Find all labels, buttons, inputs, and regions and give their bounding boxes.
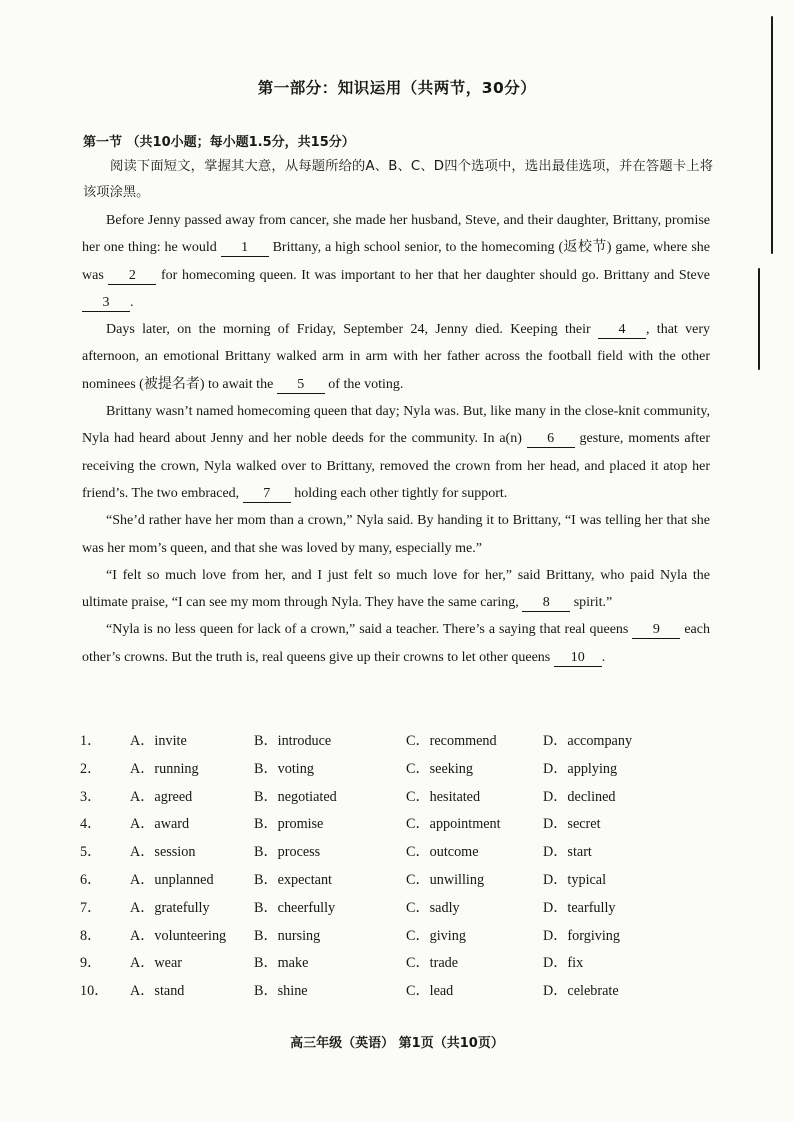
option-d: D．tearfully [543,899,616,916]
passage-text: holding each other tightly for support. [290,485,508,501]
option-c: C．seeking [406,760,473,777]
option-d: D．typical [543,871,607,888]
blank-8: 8 [522,595,570,612]
passage-text: of the voting. [324,376,404,392]
passage-text: Brittany, a high school senior, to the homecoming (返校节) game, where she was [82,240,710,283]
option-d: D．accompany [543,733,633,749]
option-row [80,841,720,869]
section-heading: 第一节 （共10小题；每小题1.5分，共15分） [83,135,355,150]
option-a: A．volunteering [130,927,227,944]
question-number: 10． [80,983,109,1000]
blank-2: 2 [108,268,156,285]
passage-text: each other’s crowns. But the truth is, real queens give up their crowns to let other queens [82,622,710,665]
answer-options [80,730,720,1008]
option-b: B．nursing [254,927,321,944]
passage-text: “Nyla is no less queen for lack of a crown,” said a teacher. There’s a saying that real queens [106,622,633,638]
option-b: B．introduce [254,733,332,749]
option-b: B．process [254,844,321,861]
passage-text: Brittany wasn’t named homecoming queen that day; Nyla was. But, like many in the close-knit community, Nyla had heard about Jenny and her noble deeds for the community. In a(n) [82,404,710,447]
passage-paragraph [82,316,710,398]
option-row [80,786,720,814]
blank-9: 9 [632,622,680,639]
option-d: D．applying [543,760,618,777]
option-c: C．trade [406,955,459,972]
option-b: B．negotiated [254,788,337,805]
option-c: C．outcome [406,844,479,861]
option-b: B．cheerfully [254,899,336,916]
option-d: D．forgiving [543,927,620,944]
option-c: C．giving [406,927,466,944]
option-row [80,980,720,1008]
blank-6: 6 [527,431,575,448]
passage-text: , that very afternoon, an emotional Brittany walked arm in arm with her father across the football field with the other nominees (被提名者) to await the [82,322,711,392]
question-number: 2． [80,760,102,777]
question-number: 5． [80,844,102,861]
passage-text: . [601,649,606,665]
passage-text: Before Jenny passed away from cancer, she made her husband, Steve, and their daughter, Brittany, promise her one thing: he would [82,213,710,256]
option-row [80,952,720,980]
option-d: D．fix [543,955,584,972]
option-b: B．voting [254,760,314,777]
option-a: A．award [130,816,190,833]
passage-paragraph [82,207,710,316]
blank-1: 1 [221,240,269,257]
passage-paragraph [82,562,710,617]
option-c: C．unwilling [406,871,485,888]
passage-text: Days later, on the morning of Friday, September 24, Jenny died. Keeping their [106,322,598,338]
option-a: A．stand [130,983,185,1000]
option-c: C．hesitated [406,788,481,805]
question-number: 3． [80,788,102,805]
question-number: 6． [80,871,102,888]
option-a: A．gratefully [130,899,210,916]
option-d: D．celebrate [543,983,619,1000]
option-row [80,897,720,925]
cloze-passage [82,207,710,671]
passage-paragraph [82,507,710,562]
passage-text: . [130,294,134,310]
question-number: 9． [80,955,102,972]
question-number: 4． [80,816,102,833]
option-c: C．recommend [406,733,497,749]
option-a: A．unplanned [130,871,214,888]
instructions: 阅读下面短文，掌握其大意，从每题所给的A、B、C、D四个选项中，选出最佳选项，并在答题卡上将该项涂黑。 [83,159,713,200]
scan-edge-mark [758,268,760,370]
option-c: C．appointment [406,816,501,833]
option-c: C．sadly [406,899,460,916]
blank-7: 7 [243,486,291,503]
option-b: B．shine [254,983,308,1000]
passage-paragraph [82,398,710,507]
option-a: A．wear [130,955,182,972]
page-title: 第一部分：知识运用（共两节，30分） [257,79,537,97]
option-c: C．lead [406,983,454,1000]
option-b: B．promise [254,816,324,833]
option-row [80,813,720,841]
blank-5: 5 [277,377,325,394]
question-number: 8． [80,927,102,944]
option-row [80,758,720,786]
blank-4: 4 [598,322,646,339]
option-a: A．session [130,844,196,861]
option-a: A．running [130,760,199,777]
question-number: 7． [80,899,102,916]
blank-3: 3 [82,295,130,312]
passage-text: “She’d rather have her mom than a crown,” Nyla said. By handing it to Brittany, “I was telling her that she was her mom’s queen, and that she was loved by many, especially me.” [82,513,710,556]
option-row [80,869,720,897]
page-footer: 高三年级（英语） 第1页（共10页） [290,1036,504,1051]
option-d: D．declined [543,788,616,805]
passage-paragraph [82,616,710,671]
scan-edge-mark [771,16,773,254]
option-a: A．agreed [130,788,193,805]
option-d: D．start [543,844,592,861]
blank-10: 10 [554,650,602,667]
option-a: A．invite [130,733,187,749]
passage-text: spirit.” [570,595,613,611]
option-row [80,925,720,953]
option-d: D．secret [543,816,601,833]
question-number: 1． [80,733,102,749]
option-b: B．expectant [254,871,333,888]
passage-text: gesture, moments after receiving the crown, Nyla walked over to Brittany, removed the crown from her head, and placed it atop her friend’s. The two embraced, [82,431,710,501]
passage-text: for homecoming queen. It was important to her that her daughter should go. Brittany and Steve [156,267,710,283]
passage-text: “I felt so much love from her, and I just felt so much love for her,” said Brittany, who paid Nyla the ultimate praise, “I can see my mom through Nyla. They have the same caring, [82,567,710,611]
option-row [80,730,720,758]
option-b: B．make [254,955,309,972]
